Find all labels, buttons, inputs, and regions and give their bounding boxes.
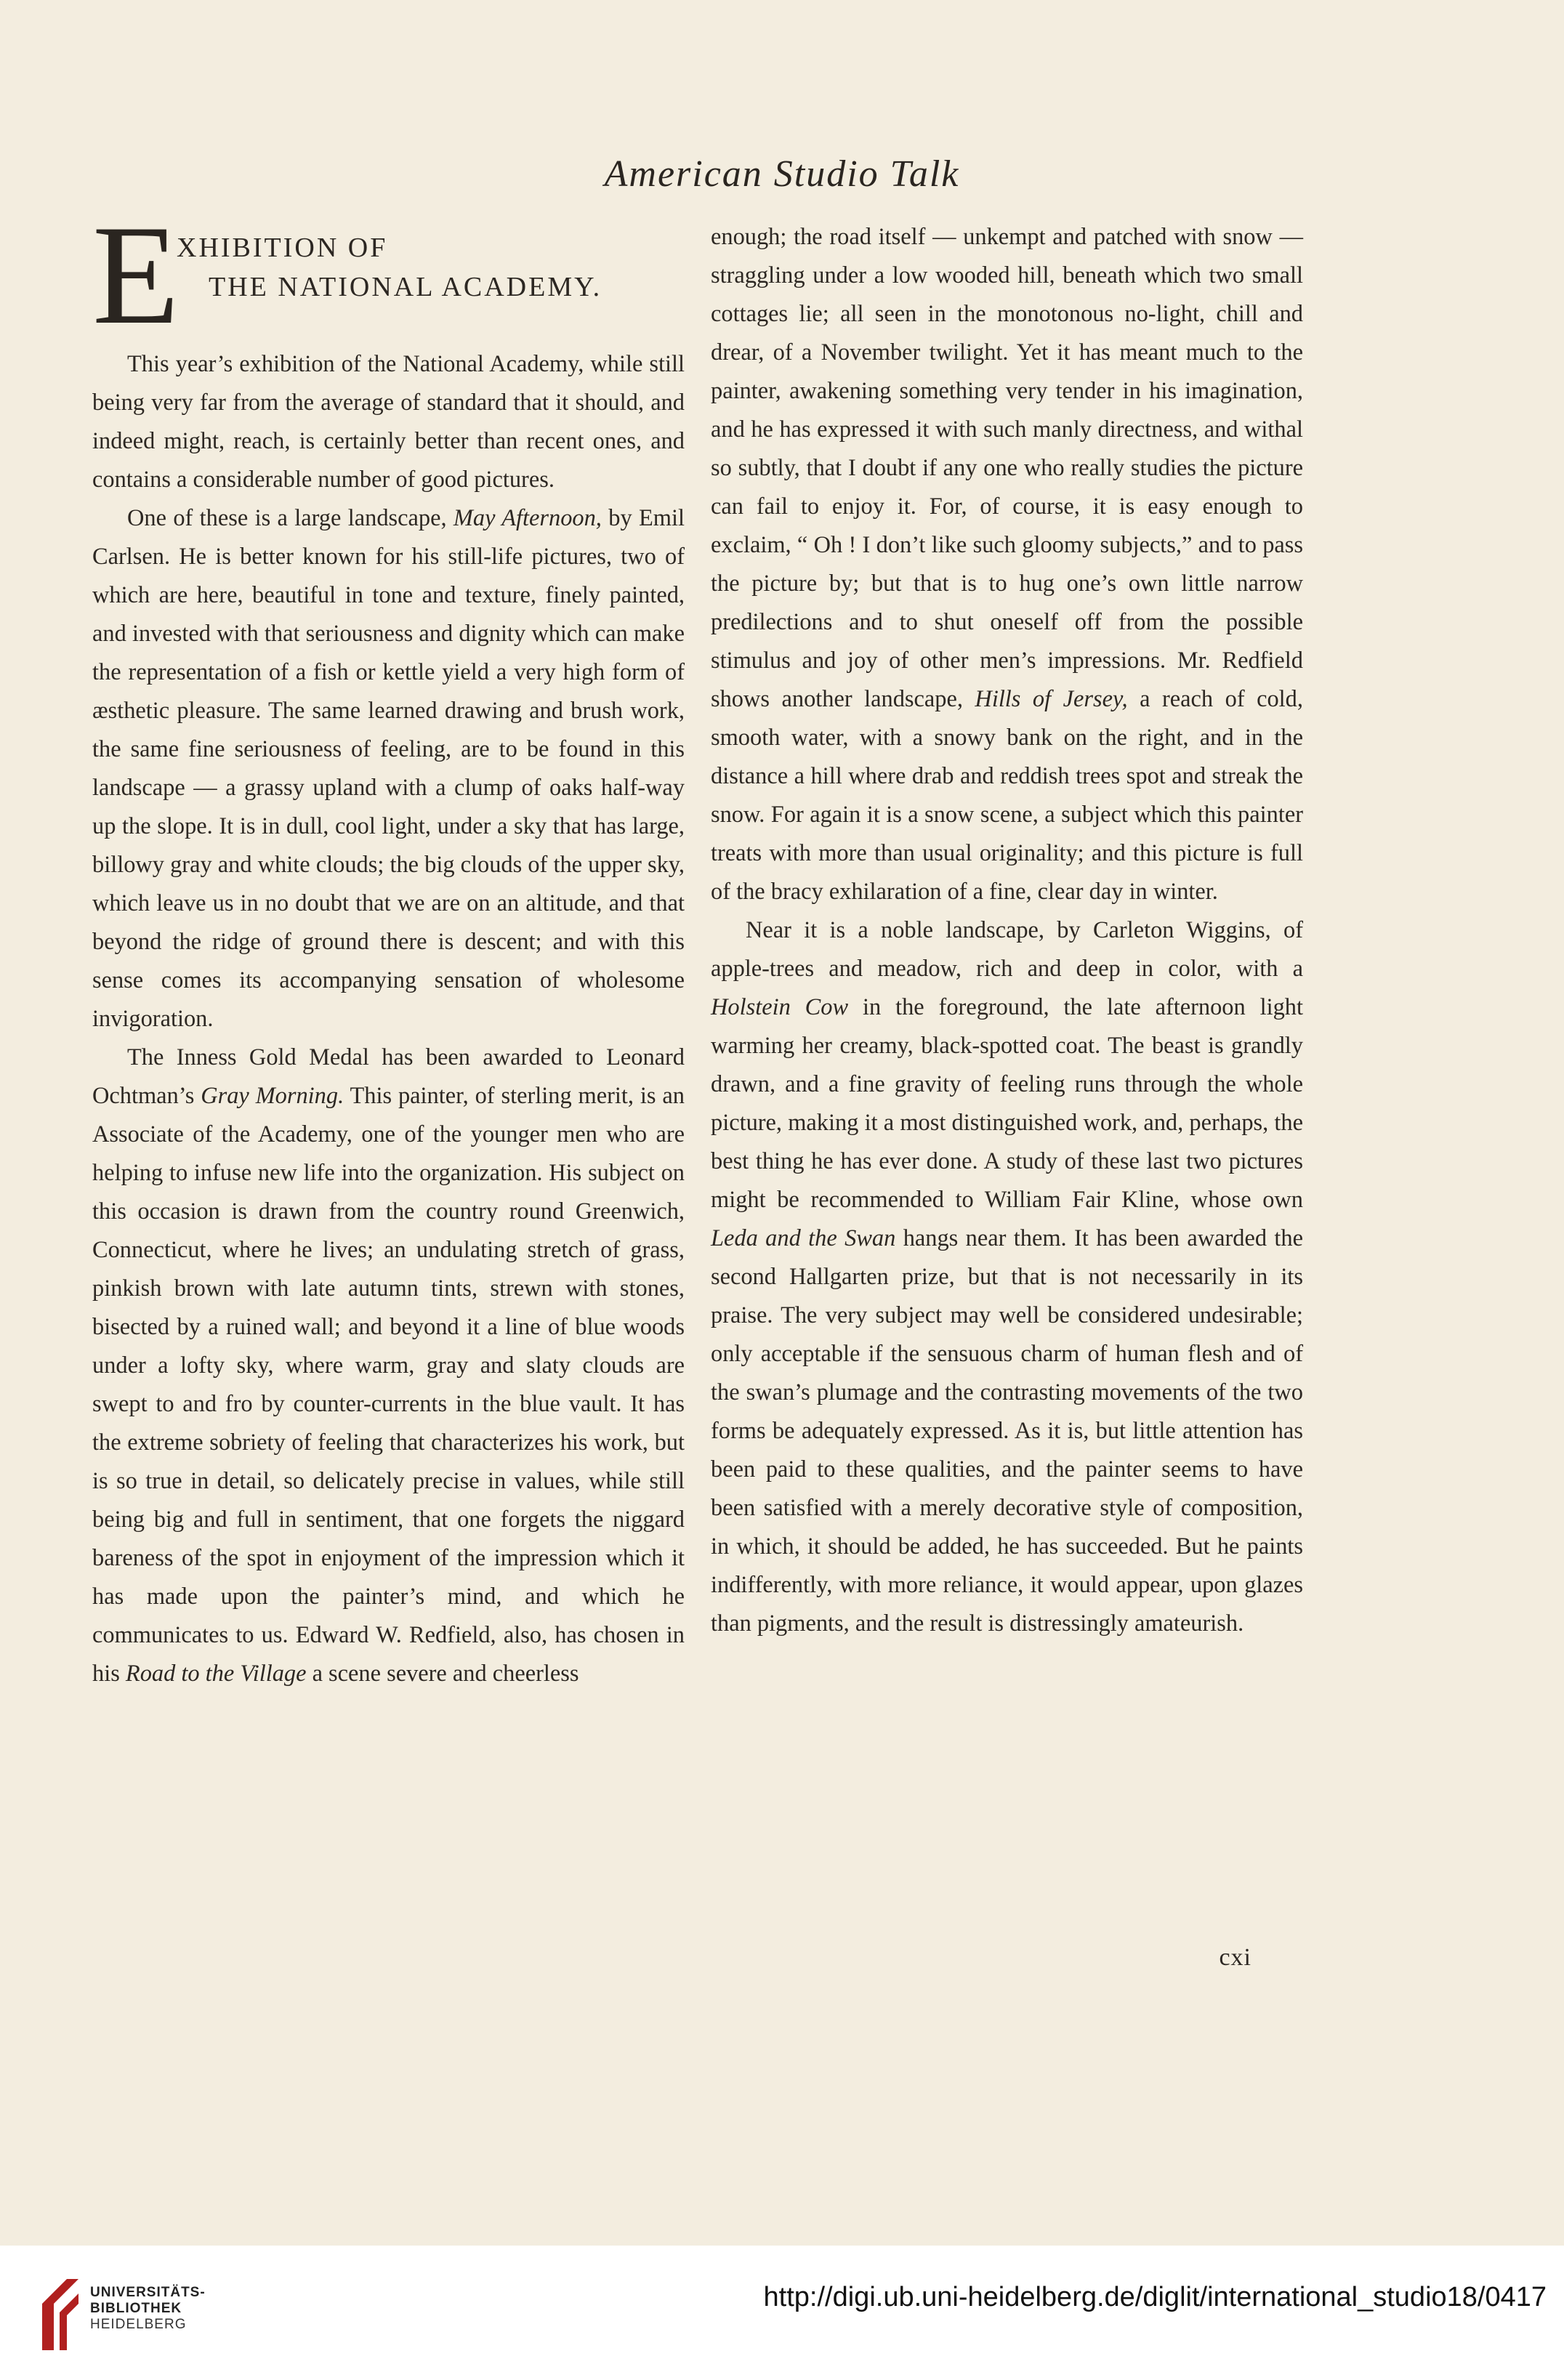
library-logo-icon xyxy=(38,2275,83,2355)
paragraph-text: by Emil Carlsen. He is better known for his still-life pictures, two of which are here, beautiful in tone and texture, finely painted, and invested with that seriousness and dignity which can make the representation of a fish or kettle yield a very high form of æsthetic pleasure. The same learned drawing and brush work, the same fine seriousness of feeling, are to be found in this landscape — a grassy upland with a clump of oaks half-way up the slope. It is in dull, cool light, under a sky that has large, billowy gray and white clouds; the big clouds of the upper sky, which leave us in no doubt that we are on an altitude, and that beyond the ridge of ground there is descent; and with this sense comes its accompanying sensation of wholesome invigoration. xyxy=(92,505,685,1032)
library-name-line-1: UNIVERSITÄTS- xyxy=(90,2285,206,2300)
library-name-line-2: BIBLIOTHEK xyxy=(90,2301,182,2316)
paragraph-text: enough; the road itself — unkempt and patched with snow — straggling under a low wooded hill, beneath which two small cottages lie; all seen in the monotonous no-light, chill and drear, of a November twilight. Yet it has meant much to the painter, awakening something very tender in his imagination, and he has expressed it with such manly directness, and withal so subtly, that I doubt if any one who really studies the picture can fail to enjoy it. For, of course, it is easy enough to exclaim, “ Oh ! I don’t like such gloomy subjects,” and to pass the picture by; but that is to hug one’s own little narrow predilections and to shut oneself off from the possible stimulus and joy of other men’s impressions. Mr. Redfield shows another landscape, xyxy=(711,224,1303,712)
paragraph-text: Near it is a noble landscape, by Carleton Wiggins, of apple-trees and meadow, rich and deep in color, with a xyxy=(711,917,1303,982)
artwork-title: Gray Morning. xyxy=(201,1083,344,1109)
paragraph-text: a reach of cold, smooth water, with a snowy bank on the right, and in the distance a hill where drab and reddish trees spot and streak the snow. For again it is a snow scene, a subject which this painter treats with more than usual originality; and this picture is full of the bracy exhilaration of a fine, clear day in winter. xyxy=(711,686,1303,905)
source-url-link[interactable]: http://digi.ub.uni-heidelberg.de/diglit/international_studio18/0417 xyxy=(763,2282,1547,2312)
artwork-title: Holstein Cow xyxy=(711,994,849,1020)
artwork-title: Hills of Jersey, xyxy=(975,686,1128,712)
artwork-title: Road to the Village xyxy=(125,1661,307,1687)
drop-cap: E xyxy=(92,196,180,354)
heading-line-2: THE NATIONAL ACADEMY. xyxy=(209,272,602,302)
paragraph-text: hangs near them. It has been awarded the second Hallgarten prize, but that is not necessarily in its praise. The very subject may well be considered undesirable; only acceptable if the sensuous charm of human flesh and of the swan’s plumage and the contrasting movements of the two forms be adequately expressed. As it is, but little attention has been paid to these qualities, and the painter seems to have been satisfied with a merely decorative style of composition, in which, it should be added, he has succeeded. But he paints indifferently, with more reliance, it would appear, upon glazes than pigments, and the result is distressingly amateurish. xyxy=(711,1225,1303,1637)
left-column-body xyxy=(92,345,685,1693)
page-number: cxi xyxy=(1219,1944,1251,1971)
paragraph-text: a scene severe and cheerless xyxy=(306,1661,579,1687)
artwork-title: May Afternoon, xyxy=(453,505,602,531)
paragraph-text: One of these is a large landscape, xyxy=(127,505,454,531)
paragraph-text: This year’s exhibition of the National Academy, while still being very far from the average of standard that it should, and indeed might, reach, is certainly better than recent ones, and contains a considerable number of good pictures. xyxy=(92,351,685,493)
running-head: American Studio Talk xyxy=(604,153,960,195)
paragraph xyxy=(92,499,685,1038)
paragraph xyxy=(711,218,1303,911)
paragraph-text: The Inness Gold Medal has been awarded to Leonard Ochtman’s xyxy=(92,1044,685,1109)
heading-line-1: XHIBITION OF xyxy=(177,233,388,263)
paragraph xyxy=(92,1038,685,1693)
library-name-line-3: HEIDELBERG xyxy=(90,2317,187,2332)
left-column xyxy=(92,196,685,1693)
digitization-footer xyxy=(0,2246,1564,2380)
section-heading xyxy=(92,196,685,354)
artwork-title: Leda and the Swan xyxy=(711,1225,896,1251)
right-column-body xyxy=(711,218,1303,1643)
right-column xyxy=(711,218,1303,1643)
paragraph-text: in the foreground, the late afternoon light warming her creamy, black-spotted coat. The beast is grandly drawn, and a fine gravity of feeling runs through the whole picture, making it a most distinguished work, and, perhaps, the best thing he has ever done. A study of these last two pictures might be recommended to William Fair Kline, whose own xyxy=(711,994,1303,1213)
paragraph-text: This painter, of sterling merit, is an Associate of the Academy, one of the younger men who are helping to infuse new life into the organization. His subject on this occasion is drawn from the country round Greenwich, Connecticut, where he lives; an undulating stretch of grass, pinkish brown with late autumn tints, strewn with stones, bisected by a ruined wall; and beyond it a line of blue woods under a lofty sky, where warm, gray and slaty clouds are swept to and fro by counter-currents in the blue vault. It has the extreme sobriety of feeling that characterizes his work, but is so true in detail, so delicately precise in values, while still being big and full in sentiment, that one forgets the niggard bareness of the spot in enjoyment of the impression which it has made upon the painter’s mind, and which he communicates to us. Edward W. Redfield, also, has chosen in his xyxy=(92,1083,685,1687)
paragraph xyxy=(711,911,1303,1643)
library-name xyxy=(90,2285,206,2333)
paragraph xyxy=(92,345,685,499)
